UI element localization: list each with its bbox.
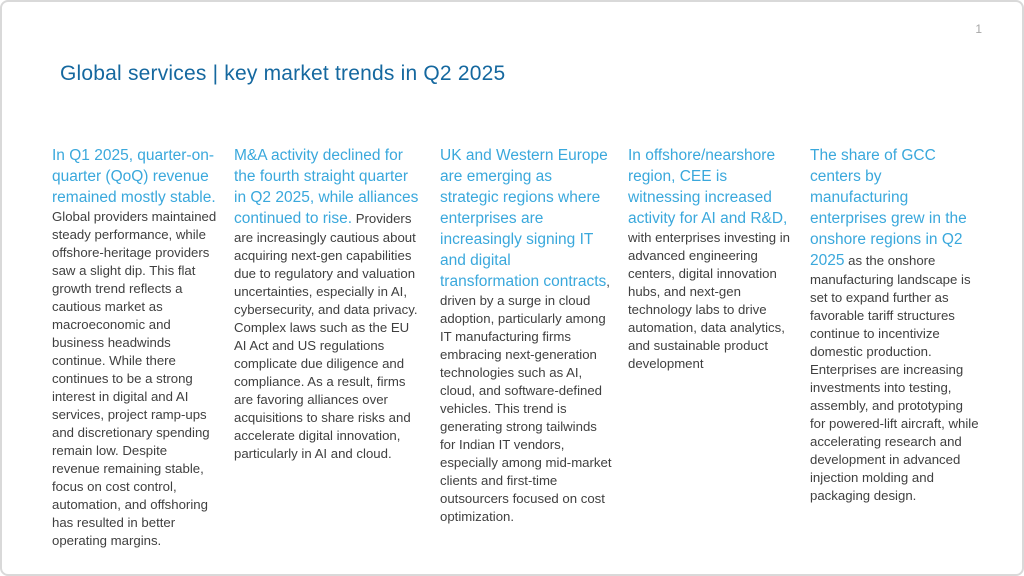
trend-lead-text: M&A activity declined for the fourth straight quarter in Q2 2025, while alliances continued to rise. — [234, 147, 419, 227]
trend-body-text: as the onshore manufacturing landscape is set to expand further as favorable tariff structures continue to incentivize domestic production. Enterprises are increasing investments into testing, assembly, and prototyping for powered-lift aircraft, while accelerating research and development in advanced injection molding and packaging design. — [810, 253, 979, 503]
page-title: Global services | key market trends in Q2 2025 — [60, 62, 506, 85]
page-number: 1 — [975, 22, 982, 36]
trend-body-text: Global providers maintained steady performance, while offshore-heritage providers saw a slight dip. This flat growth trend reflects a cautious market as macroeconomic and business headwinds continue. While there continues to be a strong interest in digital and AI services, project ramp-ups and discretionary spending remain low. Despite revenue remaining stable, focus on cost control, automation, and offshoring has resulted in better operating margins. — [52, 209, 217, 548]
trend-columns-container — [52, 145, 978, 550]
trend-lead-text: In offshore/nearshore region, CEE is witnessing increased activity for AI and R&D, — [628, 147, 788, 227]
trend-column-ma-activity — [234, 145, 424, 463]
trend-column-revenue — [52, 145, 218, 550]
trend-column-gcc-centers — [810, 145, 982, 505]
trend-body-text: with enterprises investing in advanced engineering centers, digital innovation hubs, and next-gen technology labs to drive automation, data analytics, and sustainable product development — [628, 230, 790, 371]
trend-column-cee-offshore — [628, 145, 794, 373]
trend-lead-text: In Q1 2025, quarter-on-quarter (QoQ) revenue remained mostly stable. — [52, 147, 216, 206]
trend-lead-text: UK and Western Europe are emerging as strategic regions where enterprises are increasingly signing IT and digital transformation contracts — [440, 147, 608, 290]
trend-body-text: Providers are increasingly cautious about acquiring next-gen capabilities due to regulatory and valuation uncertainties, especially in AI, cybersecurity, and data privacy. Complex laws such as the EU AI Act and US regulations complicate due diligence and compliance. As a result, firms are favoring alliances over acquisitions to share risks and accelerate digital innovation, particularly in AI and cloud. — [234, 211, 418, 461]
trend-body-text: , driven by a surge in cloud adoption, particularly among IT manufacturing firms embracing next-generation technologies such as AI, cloud, and software-defined vehicles. This trend is generating strong tailwinds for Indian IT vendors, especially among mid-market clients and first-time outsourcers focused on cost optimization. — [440, 274, 612, 524]
trend-lead-text: The share of GCC centers by manufacturing enterprises grew in the onshore regions in Q2 2025 — [810, 147, 967, 269]
trend-column-uk-western-europe — [440, 145, 612, 526]
